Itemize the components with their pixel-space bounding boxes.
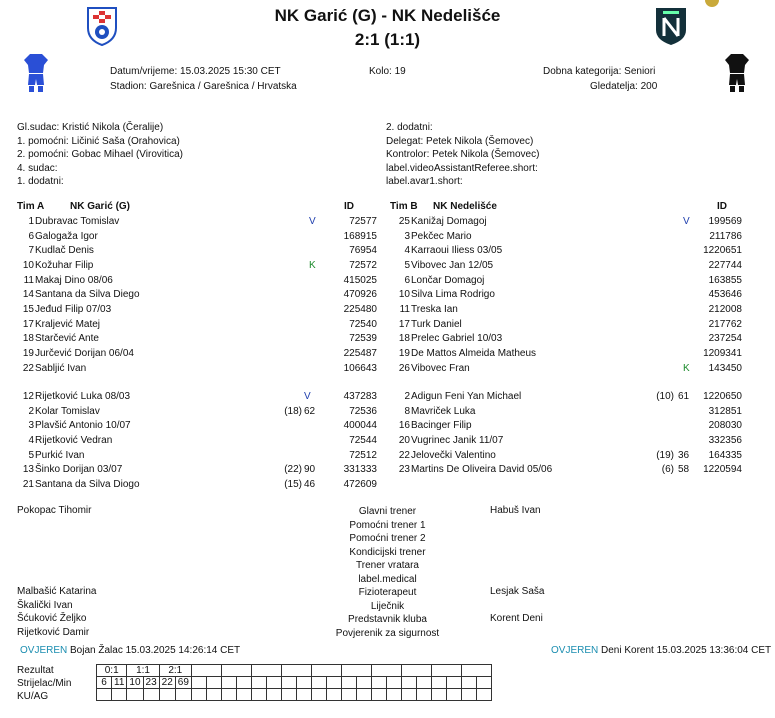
player-number: 14 [22, 289, 34, 301]
player-id: 1209341 [703, 347, 742, 359]
player-id: 212008 [708, 303, 742, 315]
player-id: 164335 [708, 449, 742, 461]
team-b-label: Tim B [390, 201, 418, 212]
scorer-cell [311, 677, 326, 689]
scorer-cell [236, 677, 251, 689]
player-id: 1220650 [703, 391, 742, 402]
player-id: 1220651 [703, 245, 742, 257]
player-role-mark: V [683, 216, 690, 227]
home-verification [20, 645, 240, 656]
player-name: Rijetković Luka 08/03 [35, 391, 131, 402]
substitute-row [12, 463, 377, 477]
scorer-cell [281, 677, 296, 689]
player-number: 19 [22, 347, 34, 359]
player-name: Prelec Gabriel 10/03 [411, 333, 503, 345]
staff-member: Lesjak Saša [490, 586, 545, 597]
player-row [392, 332, 742, 346]
substitute-row [12, 390, 377, 404]
scorer-cell [341, 677, 356, 689]
player-name: Jeđud Filip 07/03 [35, 303, 112, 315]
scorer-cell [446, 677, 461, 689]
result-cell [251, 665, 281, 677]
scorer-cell: 69 [175, 677, 191, 689]
player-id: 106643 [343, 362, 377, 374]
substitute-row [392, 449, 742, 463]
replaced-player: (19) [656, 449, 674, 461]
verified-label: OVJEREN [20, 645, 68, 656]
home-staff-lower [17, 585, 96, 639]
player-row [12, 230, 377, 244]
card-cell [296, 689, 311, 701]
staff-member: Šćuković Željko [17, 613, 87, 624]
player-id: 72536 [349, 405, 377, 417]
player-id: 72577 [349, 216, 377, 227]
card-cell [341, 689, 356, 701]
card-cell [311, 689, 326, 701]
result-cell [311, 665, 341, 677]
replaced-player: (15) [284, 478, 302, 490]
player-name: Santana da Silva Diego [35, 289, 140, 301]
player-role-mark: V [309, 216, 316, 227]
player-name: Šinko Dorijan 03/07 [35, 464, 123, 476]
staff-role: Pomoćni trener 2 [349, 533, 426, 544]
player-name: Dubravac Tomislav [35, 216, 120, 227]
card-cell [266, 689, 281, 701]
player-number: 10 [398, 289, 410, 301]
player-name: Turk Daniel [411, 318, 462, 330]
player-number: 6 [28, 230, 34, 242]
official-line: Gl.sudac: Kristić Nikola (Čeralije) [17, 122, 164, 133]
player-number: 5 [404, 259, 410, 271]
card-cell [416, 689, 431, 701]
player-row [12, 259, 377, 273]
officials-left [17, 121, 183, 189]
player-number: 11 [23, 274, 34, 286]
player-id: 453646 [708, 289, 742, 301]
player-number: 1 [28, 216, 34, 227]
team-a-name: NK Garić (G) [70, 201, 131, 212]
card-cell [127, 689, 143, 701]
attendance: Gledatelja: 200 [590, 81, 658, 92]
player-id: 72544 [349, 434, 377, 446]
card-cell [206, 689, 221, 701]
player-number: 18 [22, 333, 34, 345]
player-row [12, 332, 377, 346]
staff-role: Trener vratara [356, 560, 419, 571]
player-row [392, 288, 742, 302]
card-cell [401, 689, 416, 701]
player-name: Galogaža Igor [35, 230, 98, 242]
verified-label: OVJEREN [551, 645, 599, 656]
substitute-row [12, 419, 377, 433]
scorer-cell [386, 677, 401, 689]
player-number: 12 [22, 391, 34, 402]
staff-role: Pomoćni trener 1 [349, 519, 426, 531]
staff-member: Malbašić Katarina [17, 586, 97, 597]
player-row [12, 303, 377, 317]
player-id: 211786 [709, 230, 742, 242]
player-id: 217762 [708, 318, 742, 330]
card-cell [476, 689, 491, 701]
replaced-player: (10) [656, 391, 674, 402]
sub-minute: 58 [678, 464, 690, 476]
card-cell [371, 689, 386, 701]
player-row [12, 274, 377, 288]
official-line: 4. sudac: [17, 162, 58, 174]
player-id: 143450 [708, 362, 742, 374]
substitute-row [392, 405, 742, 419]
staff-member [490, 626, 544, 640]
result-cell [461, 665, 491, 677]
staff-roles [300, 505, 475, 640]
player-role-mark: K [309, 259, 316, 271]
home-kit-icon [23, 53, 49, 96]
staff-member: Škalički Ivan [17, 599, 73, 611]
staff-role: Predstavnik kluba [348, 614, 427, 625]
player-row [12, 215, 377, 229]
result-cell: 0:1 [97, 665, 127, 677]
summary-label: Strijelac/Min [17, 678, 72, 689]
player-number: 2 [404, 391, 410, 402]
scorer-cell: 22 [159, 677, 175, 689]
player-name: Makaj Dino 08/06 [35, 274, 113, 286]
result-cell [221, 665, 251, 677]
player-number: 10 [22, 259, 34, 271]
scorer-cell [221, 677, 236, 689]
scorer-cell [356, 677, 371, 689]
away-staff-lower [490, 585, 544, 639]
match-round: Kolo: 19 [369, 66, 406, 77]
scorer-cell [266, 677, 281, 689]
result-cell [191, 665, 221, 677]
player-id: 72539 [349, 333, 377, 345]
summary-grid [96, 664, 492, 701]
scorer-cell: 6 [97, 677, 112, 689]
official-line: label.avar1.short: [386, 176, 463, 187]
replaced-player: (22) [284, 464, 302, 476]
player-name: Santana da Silva Diogo [35, 478, 140, 490]
player-id: 227744 [708, 259, 742, 271]
scorer-cell: 11 [112, 677, 127, 689]
team-a-id-header: ID [344, 201, 354, 212]
sub-minute: 36 [678, 449, 690, 461]
official-line: 1. dodatni: [17, 176, 64, 187]
team-a-label: Tim A [17, 201, 45, 212]
card-cell [236, 689, 251, 701]
player-number: 17 [398, 318, 410, 330]
player-name: Vibovec Fran [411, 362, 470, 374]
player-id: 470926 [343, 289, 377, 301]
player-id: 312851 [708, 405, 742, 417]
substitute-row [392, 434, 742, 448]
official-line: 2. dodatni: [386, 122, 433, 133]
scorer-cell [251, 677, 266, 689]
player-number: 16 [398, 420, 410, 432]
player-id: 472609 [343, 478, 377, 490]
away-head-coach: Habuš Ivan [490, 505, 541, 516]
staff-role: label.medical [358, 573, 417, 585]
away-verified-by: Deni Korent 15.03.2025 13:36:04 CET [601, 645, 772, 656]
card-cell [326, 689, 341, 701]
staff-role: Fizioterapeut [358, 587, 417, 598]
player-name: Treska Ian [411, 303, 458, 315]
player-name: Starčević Ante [35, 333, 99, 345]
player-number: 26 [398, 362, 410, 374]
player-name: Kraljević Matej [35, 318, 101, 330]
player-id: 332356 [708, 434, 742, 446]
player-row [12, 318, 377, 332]
player-name: Purkić Ivan [35, 449, 85, 461]
player-number: 3 [28, 420, 34, 432]
player-number: 19 [398, 347, 410, 359]
player-number: 6 [404, 274, 410, 286]
home-head-coach: Pokopac Tihomir [17, 505, 92, 516]
card-cell [175, 689, 191, 701]
player-number: 20 [398, 434, 410, 446]
substitute-row [392, 463, 742, 477]
player-row [392, 347, 742, 361]
result-cell [371, 665, 401, 677]
official-line: Kontrolor: Petek Nikola (Šemovec) [386, 149, 540, 160]
player-id: 208030 [708, 420, 742, 432]
player-number: 17 [22, 318, 34, 330]
staff-role: Povjerenik za sigurnost [335, 627, 440, 639]
player-name: Adigun Feni Yan Michael [411, 391, 522, 402]
match-stadium: Stadion: Garešnica / Garešnica / Hrvatska [110, 81, 297, 92]
replaced-player: (6) [661, 464, 674, 476]
scorer-cell: 23 [143, 677, 159, 689]
summary-labels [17, 664, 71, 703]
scorer-cell [371, 677, 386, 689]
card-cell [461, 689, 476, 701]
player-name: Vugrinec Janik 11/07 [411, 434, 504, 446]
substitute-row [12, 449, 377, 463]
scorer-cell [296, 677, 311, 689]
sub-minute: 62 [304, 405, 316, 417]
player-name: Kudlač Denis [35, 245, 94, 257]
summary-label: KU/AG [17, 691, 49, 702]
card-cell [356, 689, 371, 701]
player-name: Silva Lima Rodrigo [411, 289, 495, 301]
player-name: Plavšić Antonio 10/07 [35, 420, 131, 432]
scorer-row [97, 677, 492, 689]
player-id: 72572 [349, 259, 377, 271]
player-row [12, 288, 377, 302]
card-cell [386, 689, 401, 701]
player-id: 72512 [349, 449, 377, 461]
player-number: 5 [28, 449, 34, 461]
player-id: 225487 [343, 347, 377, 359]
card-cell [431, 689, 446, 701]
result-cell [401, 665, 431, 677]
card-cell [159, 689, 175, 701]
player-number: 22 [398, 449, 410, 461]
player-id: 400044 [343, 420, 377, 432]
player-name: Lončar Domagoj [411, 274, 485, 286]
player-name: De Mattos Almeida Matheus [411, 347, 537, 359]
player-row [392, 274, 742, 288]
card-cell [251, 689, 266, 701]
scorer-cell [476, 677, 491, 689]
team-b-id-header: ID [717, 201, 727, 212]
card-row [97, 689, 492, 701]
player-number: 25 [398, 216, 410, 227]
result-row [97, 665, 492, 677]
player-id: 199569 [708, 216, 742, 227]
player-name: Bacinger Filip [411, 420, 472, 432]
card-cell [143, 689, 159, 701]
player-name: Mavriček Luka [411, 405, 476, 417]
player-row [12, 362, 377, 376]
player-number: 4 [28, 434, 34, 446]
player-id: 415025 [343, 274, 377, 286]
team-b-name: NK Nedelišće [433, 201, 497, 212]
player-number: 3 [404, 230, 410, 242]
summary-label: Rezultat [17, 665, 54, 676]
scorer-cell [416, 677, 431, 689]
player-number: 21 [22, 478, 34, 490]
player-number: 11 [399, 303, 410, 315]
official-line: 1. pomoćni: Ličinić Saša (Orahovica) [17, 135, 180, 147]
player-id: 76954 [349, 245, 377, 257]
substitute-row [392, 390, 742, 404]
substitute-row [392, 419, 742, 433]
player-row [12, 244, 377, 258]
official-line: Delegat: Petek Nikola (Šemovec) [386, 135, 534, 147]
replaced-player: (18) [284, 405, 302, 417]
player-name: Jelovečki Valentino [411, 449, 496, 461]
scorer-cell [191, 677, 206, 689]
player-number: 7 [28, 245, 34, 257]
staff-role: Liječnik [370, 600, 405, 612]
result-cell: 1:1 [127, 665, 159, 677]
staff-member: Rijetković Damir [17, 626, 90, 638]
player-id: 237254 [708, 333, 742, 345]
staff-member: Korent Deni [490, 613, 543, 624]
official-line: label.videoAssistantReferee.short: [386, 162, 538, 174]
player-id: 331333 [343, 464, 377, 476]
player-name: Kanižaj Domagoj [411, 216, 487, 227]
player-name: Kolar Tomislav [35, 405, 100, 417]
scorer-cell [461, 677, 476, 689]
scorer-cell [326, 677, 341, 689]
card-cell [446, 689, 461, 701]
player-id: 437283 [343, 391, 377, 402]
away-kit-icon [724, 53, 750, 96]
player-name: Pekčec Mario [411, 230, 472, 242]
player-name: Jurčević Dorijan 06/04 [35, 347, 134, 359]
scorer-cell [431, 677, 446, 689]
player-name: Karraoui Iliess 03/05 [411, 245, 503, 257]
card-cell [97, 689, 112, 701]
away-verification [551, 645, 771, 656]
home-verified-by: Bojan Žalac 15.03.2025 14:26:14 CET [70, 645, 241, 656]
card-cell [281, 689, 296, 701]
scorer-cell: 10 [127, 677, 143, 689]
sub-minute: V [304, 391, 311, 402]
player-number: 2 [28, 405, 34, 417]
player-id: 72540 [349, 318, 377, 330]
player-id: 225480 [343, 303, 377, 315]
player-number: 22 [22, 362, 34, 374]
player-row [392, 362, 742, 376]
officials-right [386, 121, 539, 189]
card-cell [191, 689, 206, 701]
match-score: 2:1 (1:1) [354, 30, 421, 49]
player-number: 18 [398, 333, 410, 345]
player-name: Martins De Oliveira David 05/06 [411, 464, 553, 476]
player-name: Rijetković Vedran [35, 434, 113, 446]
card-cell [112, 689, 127, 701]
player-row [392, 303, 742, 317]
player-row [392, 259, 742, 273]
scorer-cell [401, 677, 416, 689]
player-number: 4 [404, 245, 410, 257]
substitute-row [12, 434, 377, 448]
player-id: 168915 [343, 230, 377, 242]
player-name: Sabljić Ivan [35, 362, 87, 374]
player-role-mark: K [683, 362, 690, 374]
player-number: 23 [398, 464, 410, 476]
staff-role: Kondicijski trener [349, 546, 426, 558]
sub-minute: 90 [304, 464, 316, 476]
result-cell [431, 665, 461, 677]
official-line: 2. pomoćni: Gobac Mihael (Virovitica) [17, 149, 183, 160]
player-name: Vibovec Jan 12/05 [411, 259, 494, 271]
player-row [392, 230, 742, 244]
result-cell [281, 665, 311, 677]
substitute-row [12, 405, 377, 419]
player-row [12, 347, 377, 361]
player-number: 15 [22, 303, 34, 315]
match-title: NK Garić (G) - NK Nedelišće [274, 6, 501, 25]
player-number: 8 [404, 405, 410, 417]
player-id: 1220594 [703, 464, 742, 476]
scorer-cell [206, 677, 221, 689]
sub-minute: 46 [304, 478, 316, 490]
player-row [392, 215, 742, 229]
sub-minute: 61 [678, 391, 690, 402]
substitute-row [12, 478, 377, 492]
card-cell [221, 689, 236, 701]
player-id: 163855 [708, 274, 742, 286]
player-number: 13 [22, 464, 34, 476]
staff-member [490, 599, 544, 613]
player-name: Kožuhar Filip [35, 259, 94, 271]
age-category: Dobna kategorija: Seniori [543, 66, 656, 77]
match-datetime: Datum/vrijeme: 15.03.2025 15:30 CET [110, 66, 281, 77]
result-cell: 2:1 [159, 665, 191, 677]
player-row [392, 318, 742, 332]
staff-role: Glavni trener [358, 506, 417, 517]
result-cell [341, 665, 371, 677]
player-row [392, 244, 742, 258]
